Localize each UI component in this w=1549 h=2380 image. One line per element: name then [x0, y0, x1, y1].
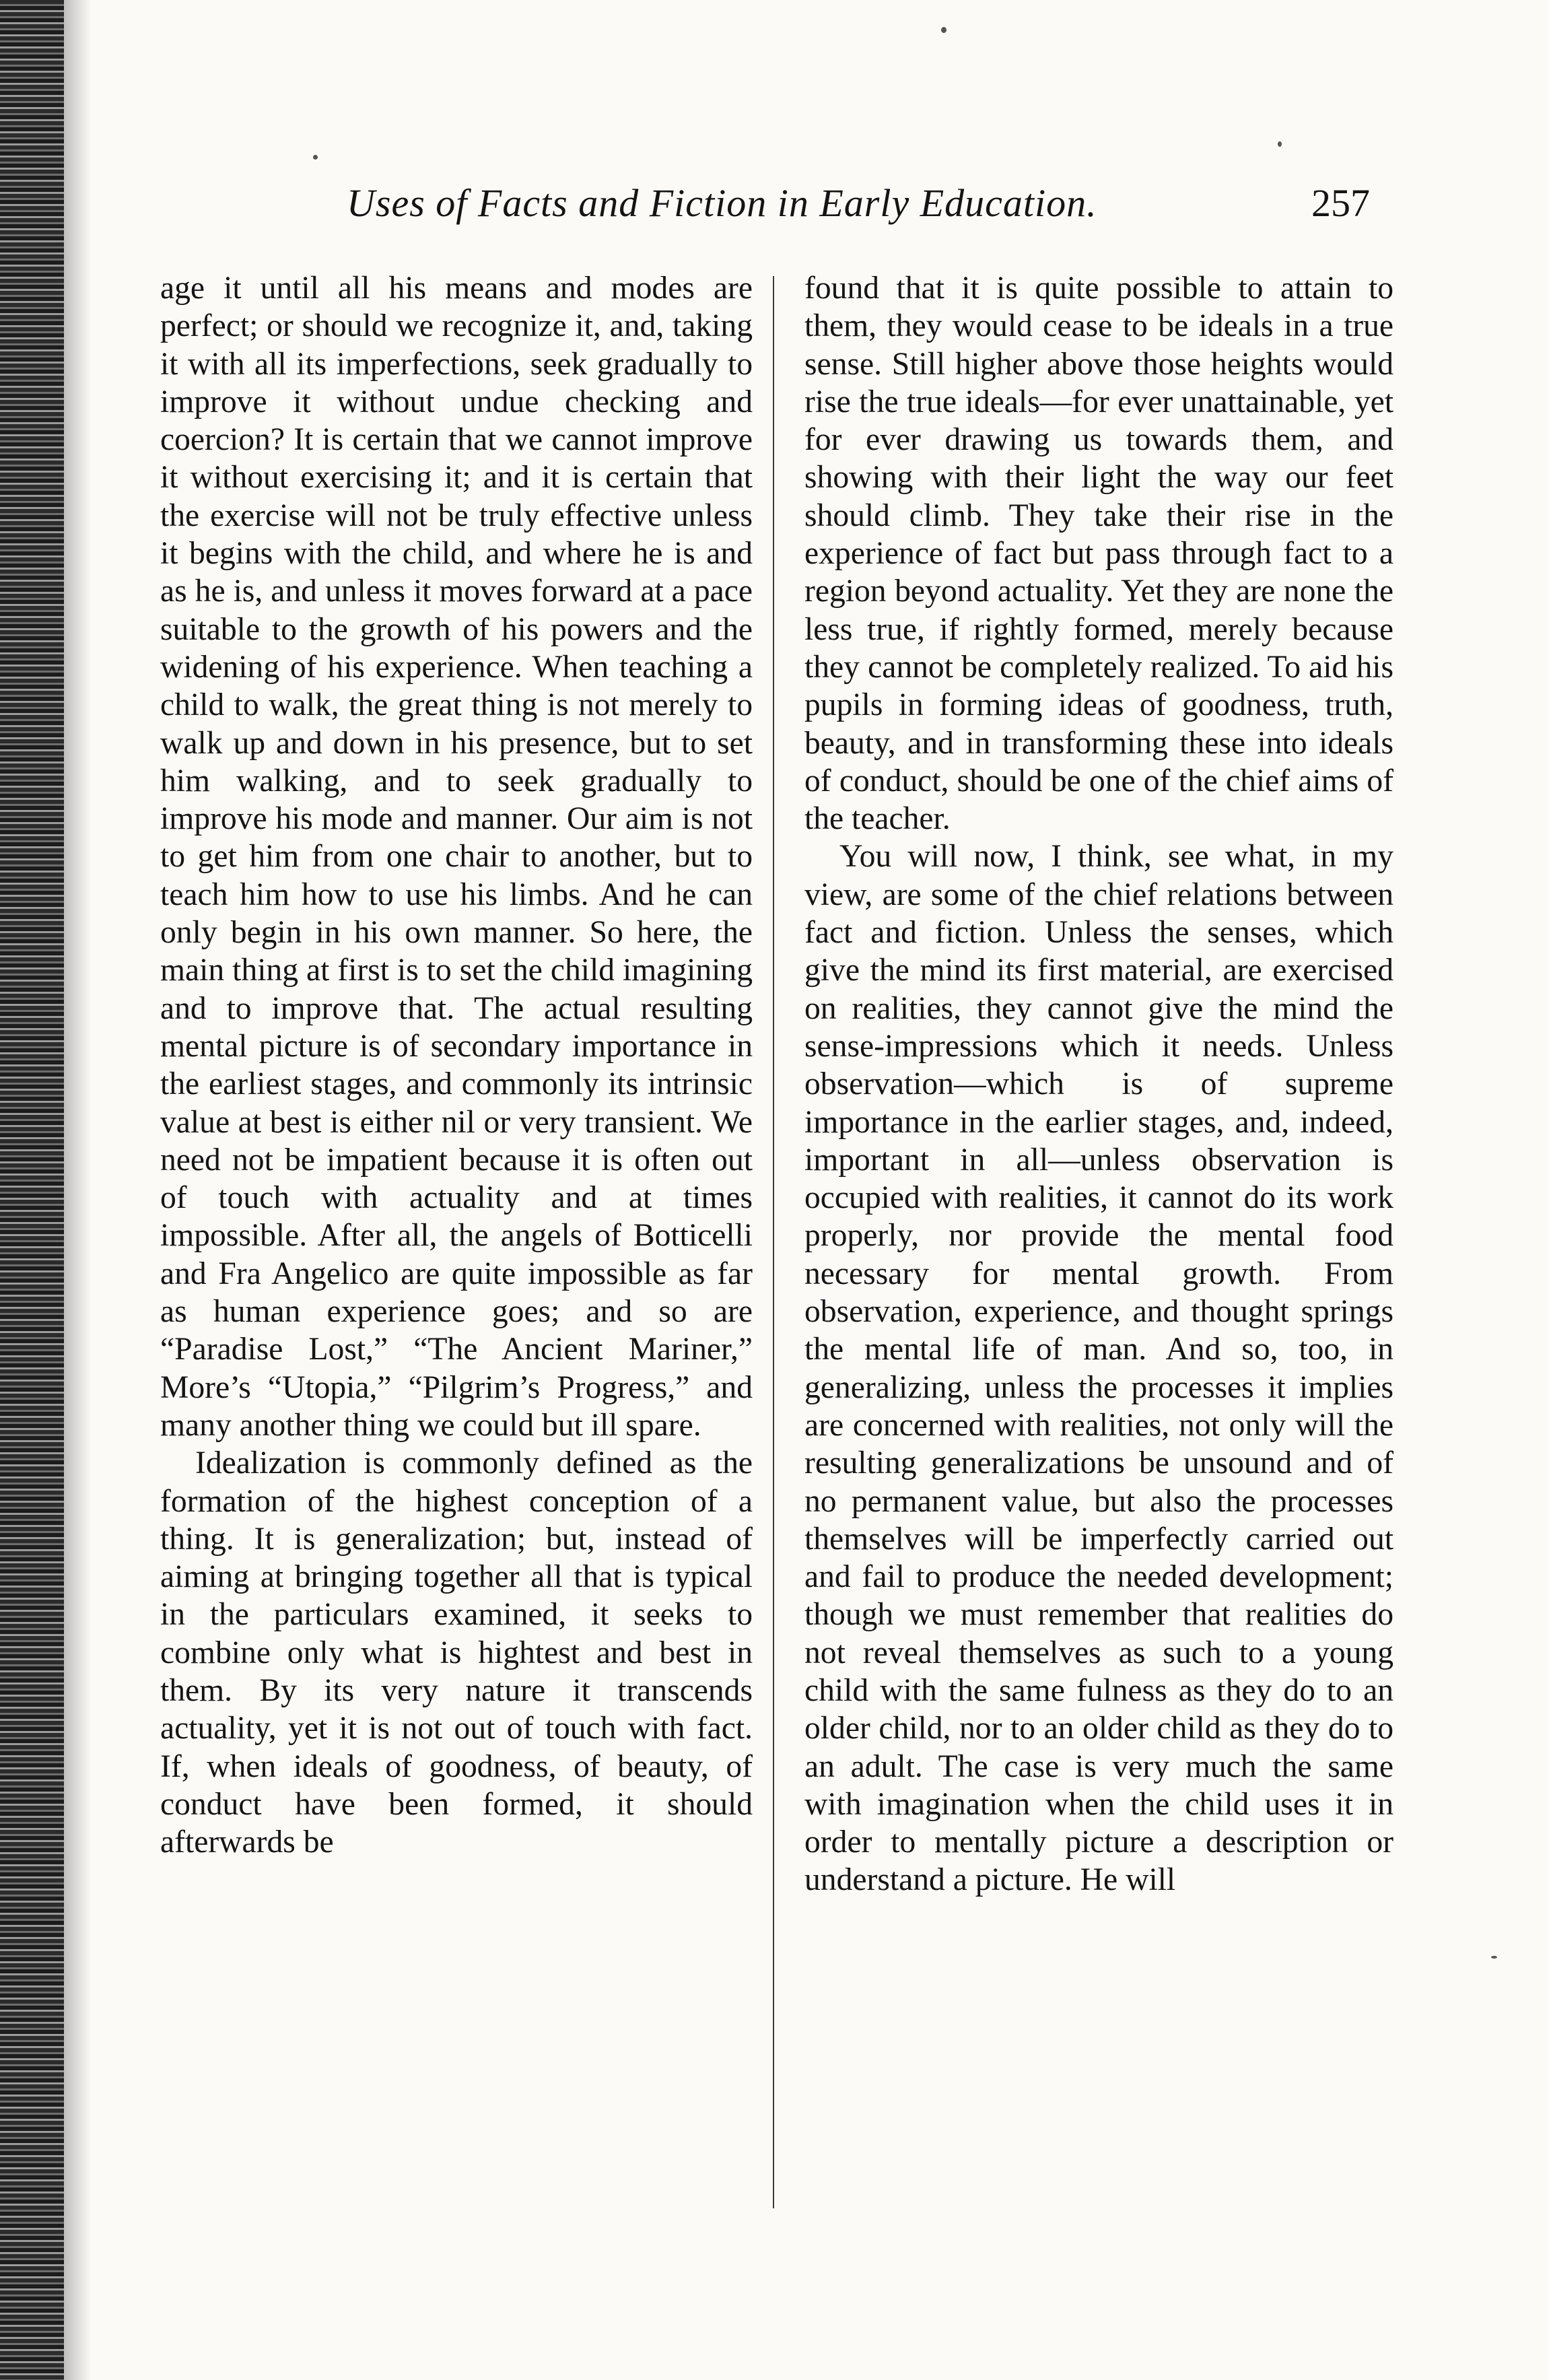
page-number: 257 — [1311, 181, 1370, 225]
right-paragraph-2: You will now, I think, see what, in my view, are some of the chief relations between fact and fiction. Unless the senses, which give the mind its first material, are exercised on realities, they cannot give the mind the sense-impressions which it needs. Unless observation—which is of supreme importance in the earlier stages, and, indeed, important in all—unless observation is occupied with realities, it cannot do its work properly, nor provide the mental food necessary for mental growth. From observation, experience, and thought springs the mental life of man. And so, too, in generalizing, unless the processes it implies are concerned with realities, not only will the resulting generalizations be unsound and of no permanent value, but also the processes themselves will be imperfectly carried out and fail to produce the needed development; though we must remember that realities do not reveal themselves as such to a young child with the same fulness as they do to an older child, nor to an older child as they do to an adult. The case is very much the same with imagination when the child uses it in order to mentally picture a description or understand a picture. He will — [804, 839, 1393, 1898]
column-divider — [773, 276, 774, 2208]
running-head — [347, 180, 1370, 234]
running-title: Uses of Facts and Fiction in Early Education. — [347, 181, 1097, 225]
right-text-column — [804, 269, 1393, 1899]
right-paragraph-1: found that it is quite possible to attain to them, they would cease to be ideals in a true sense. Still higher above those heights would rise the true ideals—for ever unattainable, yet for ever drawing us towards them, and showing with their light the way our feet should climb. They take their rise in the experience of fact but pass through fact to a region beyond actuality. Yet they are none the less true, if rightly formed, merely because they cannot be completely realized. To aid his pupils in forming ideas of goodness, truth, beauty, and in transforming these into ideals of conduct, should be one of the chief aims of the teacher. — [804, 271, 1393, 837]
binding-shadow — [64, 0, 91, 2380]
left-paragraph-2: Idealization is commonly defined as the formation of the highest conception of a thing. It is generalization; but, instead of aiming at bringing together all that is typical in the particulars examined, it seeks to combine only what is hightest and best in them. By its very nature it transcends actuality, yet it is not out of touch with fact. If, when ideals of goodness, of beauty, of conduct have been formed, it should afterwards be — [160, 1446, 753, 1860]
left-paragraph-1: age it until all his means and modes are perfect; or should we recognize it, and, taking it with all its imperfections, seek gradually to improve it without undue checking and coercion? It is certain that we cannot improve it without exercising it; and it is certain that the exercise will not be truly effective unless it begins with the child, and where he is and as he is, and unless it moves forward at a pace suitable to the growth of his powers and the widening of his experience. When teaching a child to walk, the great thing is not merely to walk up and down in his presence, but to set him walking, and to seek gradually to improve his mode and manner. Our aim is not to get him from one chair to another, but to teach him how to use his limbs. And he can only begin in his own manner. So here, the main thing at first is to set the child imagining and to improve that. The actual resulting mental picture is of secondary importance in the earliest stages, and commonly its intrinsic value at best is either nil or very transient. We need not be impatient because it is often out of touch with actuality and at times impossible. After all, the angels of Botticelli and Fra Angelico are quite impossible as far as human experience goes; and so are “Paradise Lost,” “The Ancient Mariner,” More’s “Utopia,” “Pilgrim’s Progress,” and many another thing we could but ill spare. — [160, 271, 753, 1443]
scanned-binding-edge — [0, 0, 64, 2380]
left-text-column — [160, 269, 753, 1861]
